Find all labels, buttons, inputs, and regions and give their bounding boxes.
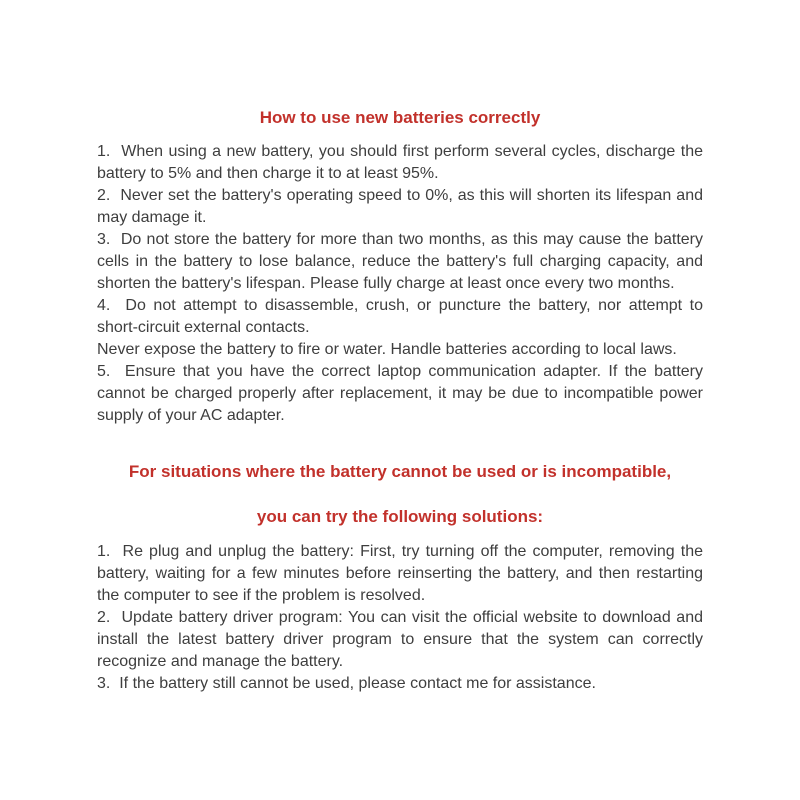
instruction-paragraph: Never expose the battery to fire or water. Handle batteries according to local laws. xyxy=(97,341,677,358)
instruction-paragraph: 3. Do not store the battery for more than two months, as this may cause the battery cells in the battery to lose balance, reduce the battery's full charging capacity, and shorten the battery's lifespan. Please fully charge at least once every two months. xyxy=(97,231,703,292)
solution-paragraph: 3. If the battery still cannot be used, please contact me for assistance. xyxy=(97,675,596,692)
instruction-paragraph: 1. When using a new battery, you should first perform several cycles, discharge the battery to 5% and then charge it to at least 95%. xyxy=(97,143,703,182)
instruction-paragraph: 4. Do not attempt to disassemble, crush, or puncture the battery, nor attempt to short-circuit external contacts. xyxy=(97,297,703,336)
page-content xyxy=(97,106,703,695)
solution-paragraph: 1. Re plug and unplug the battery: First, try turning off the computer, removing the battery, waiting for a few minutes before reinserting the battery, and then restarting the computer to see if the problem is resolved. xyxy=(97,543,703,604)
solution-paragraph: 2. Update battery driver program: You can visit the official website to download and install the latest battery driver program to ensure that the system can correctly recognize and manage the battery. xyxy=(97,609,703,670)
instruction-paragraph: 5. Ensure that you have the correct laptop communication adapter. If the battery cannot be charged properly after replacement, it may be due to incompatible power supply of your AC adapter. xyxy=(97,363,703,424)
instruction-paragraph: 2. Never set the battery's operating speed to 0%, as this will shorten its lifespan and may damage it. xyxy=(97,187,703,226)
section2-title-line1: For situations where the battery cannot be used or is incompatible, xyxy=(128,462,672,481)
section1-title: How to use new batteries correctly xyxy=(259,108,541,127)
section2-title-line2: you can try the following solutions: xyxy=(256,507,544,526)
section1-body xyxy=(97,141,703,427)
section2-body xyxy=(97,541,703,695)
